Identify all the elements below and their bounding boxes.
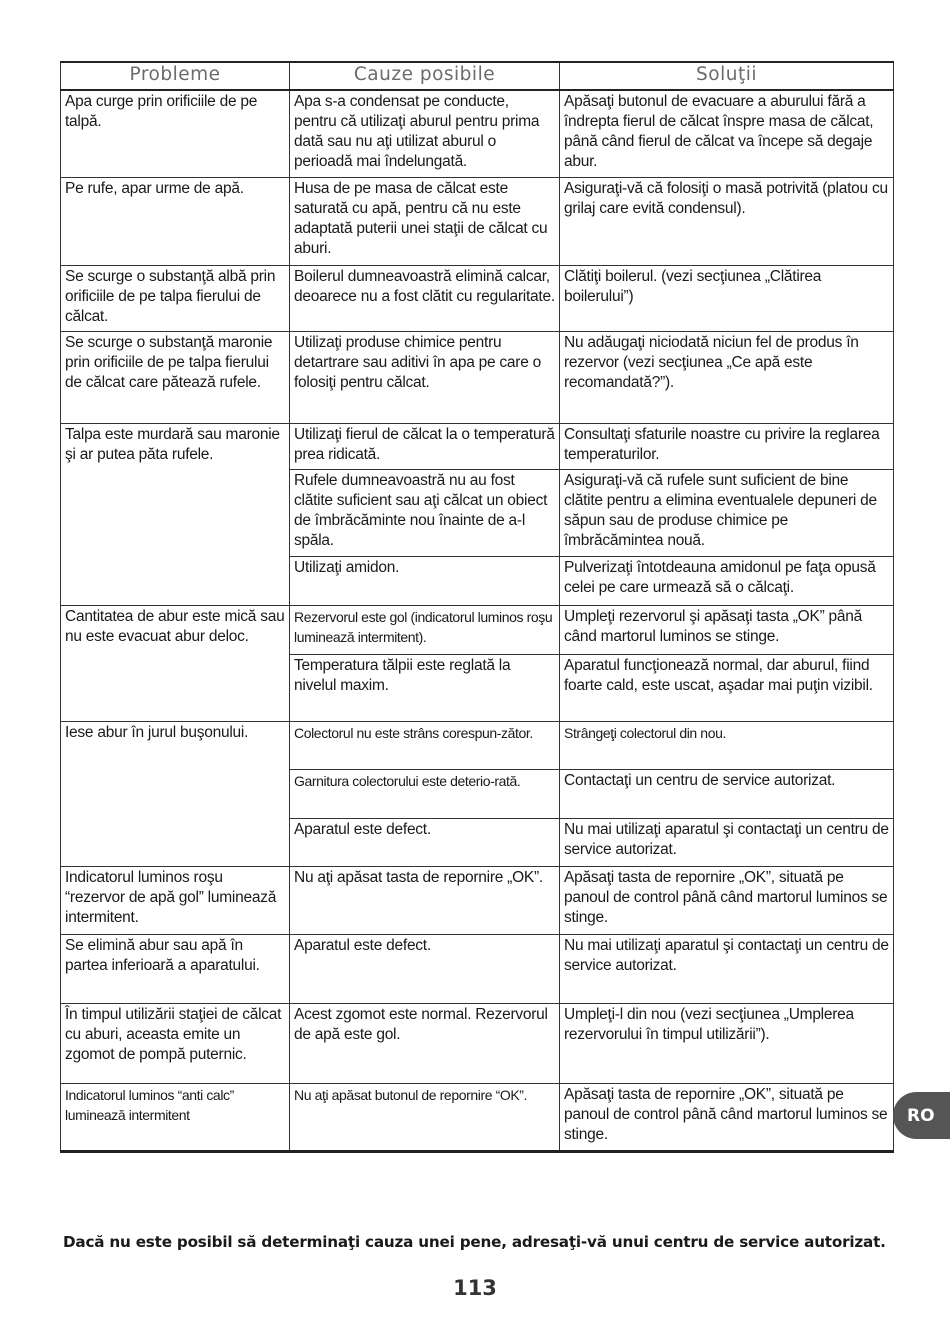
solution-cell: Umpleţi-l din nou (vezi secţiunea „Umplerea rezervorului în timpul utilizării”). bbox=[560, 1003, 894, 1083]
table-row bbox=[61, 423, 894, 469]
cause-cell: Utilizaţi amidon. bbox=[290, 556, 560, 605]
problem-cell: Se scurge o substanţă maronie prin orificiile de pe talpa fierului de călcat care pătează rufele. bbox=[61, 331, 290, 423]
problem-cell: Se scurge o substanţă albă prin orificiile de pe talpa fierului de călcat. bbox=[61, 265, 290, 331]
problem-cell: Apa curge prin orificiile de pe talpă. bbox=[61, 90, 290, 177]
cause-cell: Aparatul este defect. bbox=[290, 934, 560, 1003]
solution-cell: Nu mai utilizaţi aparatul şi contactaţi un centru de service autorizat. bbox=[560, 818, 894, 866]
table-row bbox=[61, 1003, 894, 1083]
header-problems: Probleme bbox=[61, 62, 290, 90]
header-causes: Cauze posibile bbox=[290, 62, 560, 90]
cause-cell: Rezervorul este gol (indicatorul luminos roşu luminează intermitent). bbox=[290, 605, 560, 654]
solution-cell: Aparatul funcţionează normal, dar aburul, fiind foarte cald, este uscat, aşadar mai puţin vizibil. bbox=[560, 654, 894, 721]
solution-cell: Asiguraţi-vă că folosiţi o masă potrivită (platou cu grilaj care evită condensul). bbox=[560, 177, 894, 265]
table-row bbox=[61, 177, 894, 265]
footer-note: Dacă nu este posibil să determinaţi cauza unei pene, adresaţi-vă unui centru de service autorizat. bbox=[63, 1233, 886, 1251]
solution-cell: Apăsaţi butonul de evacuare a aburului fără a îndrepta fierul de călcat înspre masa de călcat, până când fierul de călcat va începe să degaje abur. bbox=[560, 90, 894, 177]
solution-cell: Pulverizaţi întotdeauna amidonul pe faţa opusă celei pe care urmează să o călcaţi. bbox=[560, 556, 894, 605]
table-header-row bbox=[61, 62, 894, 90]
table-row bbox=[61, 866, 894, 934]
table-row bbox=[61, 1083, 894, 1151]
table-row bbox=[61, 265, 894, 331]
problem-cell: În timpul utilizării staţiei de călcat cu aburi, aceasta emite un zgomot de pompă puternic. bbox=[61, 1003, 290, 1083]
problem-cell: Indicatorul luminos roşu “rezervor de apă gol” luminează intermitent. bbox=[61, 866, 290, 934]
cause-cell: Garnitura colectorului este deterio-rată. bbox=[290, 769, 560, 818]
cause-cell: Utilizaţi fierul de călcat la o temperatură prea ridicată. bbox=[290, 423, 560, 469]
cause-cell: Aparatul este defect. bbox=[290, 818, 560, 866]
table-row bbox=[61, 90, 894, 177]
solution-cell: Consultaţi sfaturile noastre cu privire la reglarea temperaturilor. bbox=[560, 423, 894, 469]
solution-cell: Umpleţi rezervorul şi apăsaţi tasta „OK” până când martorul luminos se stinge. bbox=[560, 605, 894, 654]
page-number: 113 bbox=[453, 1276, 497, 1300]
table-row bbox=[61, 605, 894, 654]
solution-cell: Asiguraţi-vă că rufele sunt suficient de bine clătite pentru a elimina eventualele depuneri de săpun sau de produse chimice pe îmbrăcămintea nouă. bbox=[560, 469, 894, 556]
problem-cell: Pe rufe, apar urme de apă. bbox=[61, 177, 290, 265]
cause-cell: Utilizaţi produse chimice pentru detartrare sau aditivi în apa pe care o folosiţi pentru călcat. bbox=[290, 331, 560, 423]
solution-cell: Contactaţi un centru de service autorizat. bbox=[560, 769, 894, 818]
cause-cell: Temperatura tălpii este reglată la nivelul maxim. bbox=[290, 654, 560, 721]
cause-cell: Apa s-a condensat pe conducte, pentru că utilizaţi aburul pentru prima dată sau nu aţi utilizat aburul o perioadă mai îndelungată. bbox=[290, 90, 560, 177]
problem-cell: Se elimină abur sau apă în partea inferioară a aparatului. bbox=[61, 934, 290, 1003]
solution-cell: Nu mai utilizaţi aparatul şi contactaţi un centru de service autorizat. bbox=[560, 934, 894, 1003]
cause-cell: Nu aţi apăsat butonul de repornire “OK”. bbox=[290, 1083, 560, 1151]
cause-cell: Husa de pe masa de călcat este saturată cu apă, pentru că nu este adaptată puterii unei staţii de călcat cu aburi. bbox=[290, 177, 560, 265]
problem-cell: Iese abur în jurul buşonului. bbox=[61, 721, 290, 866]
solution-cell: Nu adăugaţi niciodată niciun fel de produs în rezervor (vezi secţiunea „Ce apă este recomandată?”). bbox=[560, 331, 894, 423]
solution-cell: Apăsaţi tasta de repornire „OK”, situată pe panoul de control până când martorul luminos se stinge. bbox=[560, 1083, 894, 1151]
table-row bbox=[61, 934, 894, 1003]
cause-cell: Boilerul dumneavoastră elimină calcar, deoarece nu a fost clătit cu regularitate. bbox=[290, 265, 560, 331]
problem-cell: Indicatorul luminos “anti calc” luminează intermitent bbox=[61, 1083, 290, 1151]
solution-cell: Clătiţi boilerul. (vezi secţiunea „Clătirea boilerului”) bbox=[560, 265, 894, 331]
problem-cell: Talpa este murdară sau maronie şi ar putea păta rufele. bbox=[61, 423, 290, 605]
solution-cell: Apăsaţi tasta de repornire „OK”, situată pe panoul de control până când martorul luminos se stinge. bbox=[560, 866, 894, 934]
language-tab: RO bbox=[893, 1092, 950, 1139]
troubleshooting-table bbox=[60, 61, 894, 1153]
solution-cell: Strângeţi colectorul din nou. bbox=[560, 721, 894, 769]
cause-cell: Rufele dumneavoastră nu au fost clătite suficient sau aţi călcat un obiect de îmbrăcăminte nou înainte de a-l spăla. bbox=[290, 469, 560, 556]
table-row bbox=[61, 331, 894, 423]
cause-cell: Nu aţi apăsat tasta de repornire „OK”. bbox=[290, 866, 560, 934]
cause-cell: Acest zgomot este normal. Rezervorul de apă este gol. bbox=[290, 1003, 560, 1083]
header-solutions: Soluţii bbox=[560, 62, 894, 90]
problem-cell: Cantitatea de abur este mică sau nu este evacuat abur deloc. bbox=[61, 605, 290, 721]
table-row bbox=[61, 721, 894, 769]
cause-cell: Colectorul nu este strâns corespun-zător. bbox=[290, 721, 560, 769]
